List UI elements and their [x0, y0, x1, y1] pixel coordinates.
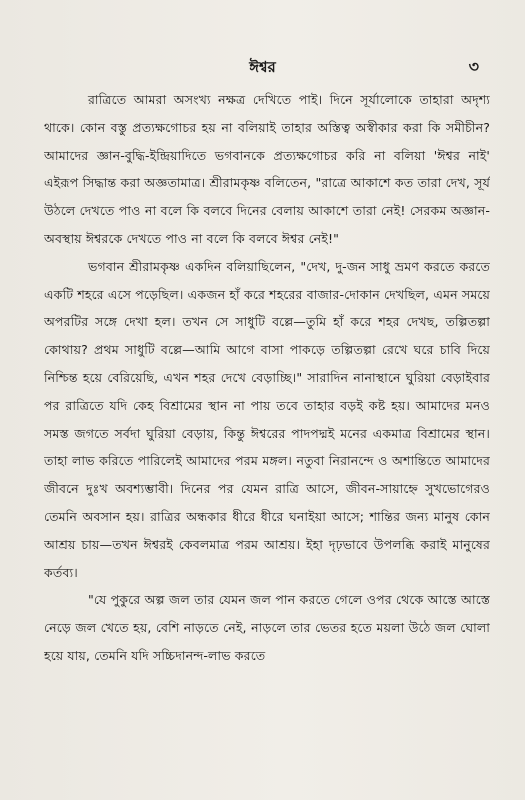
chapter-title: ঈশ্বর: [249, 58, 276, 76]
page-body: [44, 86, 490, 786]
paragraph-3: "যে পুকুরে অল্প জল তার যেমন জল পান করতে গেলে ওপর থেকে আস্তে আস্তে নেড়ে জল খেতে হয়, বেশি নাড়তে নেই, নাড়লে তার ভেতর হতে ময়লা উঠে জল ঘোলা হয়ে যায়, তেমনি যদি সচ্চিদানন্দ-লাভ করতে: [44, 592, 490, 663]
page-header: [0, 52, 525, 80]
page-number: ৩: [468, 57, 479, 76]
paragraph-2: ভগবান শ্রীরামকৃষ্ণ একদিন বলিয়াছিলেন, "দেখ, দু-জন সাধু ভ্রমণ করতে করতে একটি শহরে এসে পড়েছিল। একজন হাঁ করে শহরের বাজার-দোকান দেখছিল, এমন সময়ে অপরটির সঙ্গে দেখা হল। তখন সে সাধুটি বল্লে—তুমি হাঁ করে শহর দেখছ, তল্পিতল্পা কোথায়? প্রথম সাধুটি বল্লে—আমি আগে বাসা পাকড়ে তল্পিতল্পা রেখে ঘরে চাবি দিয়ে নিশ্চিন্ত হয়ে বেরিয়েছি, এখন শহর দেখে বেড়াচ্ছি।" সারাদিন নানাস্থানে ঘুরিয়া বেড়াইবার পর রাত্রিতে যদি কেহ বিশ্রামের স্থান না পায় তবে তাহার বড়ই কষ্ট হয়। আমাদের মনও সমস্ত জগতে সর্বদা ঘুরিয়া বেড়ায়, কিন্তু ঈশ্বরের পাদপদ্মই মনের একমাত্র বিশ্রামের স্থান। তাহা লাভ করিতে পারিলেই আমাদের পরম মঙ্গল। নতুবা নিরানন্দে ও অশান্তিতে আমাদের জীবনে দুঃখ অবশ্যম্ভাবী। দিনের পর যেমন রাত্রি আসে, জীবন-সায়াহ্নে সুখভোগেরও তেমনি অবসান হয়। রাত্রির অন্ধকার ধীরে ধীরে ঘনাইয়া আসে; শান্তির জন্য মানুষ কোন আশ্রয় চায়—তখন ঈশ্বরই কেবলমাত্র পরম আশ্রয়। ইহা দৃঢ়ভাবে উপলব্ধি করাই মানুষের কর্তব্য।: [44, 258, 490, 580]
paragraph-1: রাত্রিতে আমরা অসংখ্য নক্ষত্র দেখিতে পাই। দিনে সূর্যালোকে তাহারা অদৃশ্য থাকে। কোন বস্তু প্রত্যক্ষগোচর হয় না বলিয়াই তাহার অস্তিত্ব অস্বীকার করা কি সমীচীন? আমাদের জ্ঞান-বুদ্ধি-ইন্দ্রিয়াদিতে ভগবানকে প্রত্যক্ষগোচর করি না বলিয়া 'ঈশ্বর নাই' এইরূপ সিদ্ধান্ত করা অজ্ঞতামাত্র। শ্রীরামকৃষ্ণ বলিতেন, "রাত্রে আকাশে কত তারা দেখ, সূর্য উঠলে দেখতে পাও না বলে কি বলবে দিনের বেলায় আকাশে তারা নেই! সেরকম অজ্ঞান-অবস্থায় ঈশ্বরকে দেখতে পাও না বলে কি বলবে ঈশ্বর নেই!": [44, 92, 490, 246]
